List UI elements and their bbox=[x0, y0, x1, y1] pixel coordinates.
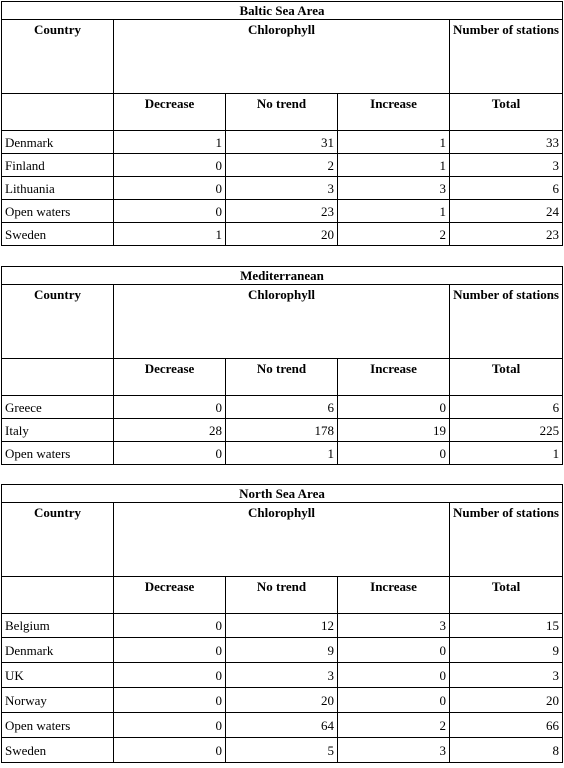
table-row bbox=[2, 713, 563, 738]
total-cell: 3 bbox=[450, 154, 563, 177]
no-trend-cell: 1 bbox=[226, 442, 338, 465]
increase-cell: 3 bbox=[338, 738, 450, 763]
increase-cell: 2 bbox=[338, 713, 450, 738]
decrease-cell: 0 bbox=[114, 442, 226, 465]
total-cell: 3 bbox=[450, 663, 563, 688]
increase-cell: 19 bbox=[338, 419, 450, 442]
table-title: Baltic Sea Area bbox=[2, 2, 563, 20]
decrease-cell: 0 bbox=[114, 177, 226, 200]
country-cell: Norway bbox=[2, 688, 114, 713]
increase-cell: 0 bbox=[338, 396, 450, 419]
country-cell: Denmark bbox=[2, 638, 114, 663]
stations-header: Number of stations bbox=[450, 503, 563, 577]
country-cell: Sweden bbox=[2, 738, 114, 763]
blank-cell bbox=[2, 94, 114, 131]
stations-header: Number of stations bbox=[450, 20, 563, 94]
decrease-cell: 1 bbox=[114, 131, 226, 154]
no-trend-cell: 3 bbox=[226, 663, 338, 688]
table-row bbox=[2, 131, 563, 154]
table-row bbox=[2, 419, 563, 442]
blank-cell bbox=[2, 577, 114, 614]
table-row bbox=[2, 663, 563, 688]
increase-cell: 1 bbox=[338, 131, 450, 154]
total-cell: 9 bbox=[450, 638, 563, 663]
increase-cell: 0 bbox=[338, 638, 450, 663]
country-cell: Open waters bbox=[2, 713, 114, 738]
mediterranean-table bbox=[1, 266, 563, 465]
chlorophyll-header: Chlorophyll bbox=[114, 285, 450, 359]
decrease-cell: 28 bbox=[114, 419, 226, 442]
country-cell: Open waters bbox=[2, 200, 114, 223]
decrease-header: Decrease bbox=[114, 359, 226, 396]
no-trend-cell: 20 bbox=[226, 688, 338, 713]
decrease-cell: 0 bbox=[114, 638, 226, 663]
decrease-header: Decrease bbox=[114, 577, 226, 614]
decrease-cell: 0 bbox=[114, 200, 226, 223]
country-cell: Lithuania bbox=[2, 177, 114, 200]
decrease-header: Decrease bbox=[114, 94, 226, 131]
blank-cell bbox=[2, 359, 114, 396]
table-row bbox=[2, 614, 563, 638]
country-cell: Open waters bbox=[2, 442, 114, 465]
table-row bbox=[2, 442, 563, 465]
increase-cell: 0 bbox=[338, 663, 450, 688]
table-row bbox=[2, 200, 563, 223]
no-trend-header: No trend bbox=[226, 94, 338, 131]
no-trend-cell: 64 bbox=[226, 713, 338, 738]
total-cell: 1 bbox=[450, 442, 563, 465]
no-trend-cell: 2 bbox=[226, 154, 338, 177]
decrease-cell: 0 bbox=[114, 396, 226, 419]
increase-cell: 3 bbox=[338, 177, 450, 200]
no-trend-cell: 5 bbox=[226, 738, 338, 763]
country-cell: Finland bbox=[2, 154, 114, 177]
no-trend-cell: 9 bbox=[226, 638, 338, 663]
total-cell: 6 bbox=[450, 177, 563, 200]
no-trend-cell: 178 bbox=[226, 419, 338, 442]
table-row bbox=[2, 738, 563, 763]
no-trend-cell: 20 bbox=[226, 223, 338, 246]
country-header: Country bbox=[2, 20, 114, 94]
decrease-cell: 0 bbox=[114, 154, 226, 177]
increase-cell: 1 bbox=[338, 154, 450, 177]
total-cell: 66 bbox=[450, 713, 563, 738]
table-row bbox=[2, 396, 563, 419]
chlorophyll-header: Chlorophyll bbox=[114, 503, 450, 577]
country-cell: Italy bbox=[2, 419, 114, 442]
increase-header: Increase bbox=[338, 94, 450, 131]
decrease-cell: 0 bbox=[114, 614, 226, 638]
table-row bbox=[2, 223, 563, 246]
north-sea-table bbox=[1, 484, 563, 763]
no-trend-cell: 3 bbox=[226, 177, 338, 200]
country-cell: Belgium bbox=[2, 614, 114, 638]
increase-header: Increase bbox=[338, 359, 450, 396]
no-trend-cell: 12 bbox=[226, 614, 338, 638]
total-cell: 6 bbox=[450, 396, 563, 419]
total-header: Total bbox=[450, 94, 563, 131]
chlorophyll-header: Chlorophyll bbox=[114, 20, 450, 94]
no-trend-cell: 6 bbox=[226, 396, 338, 419]
country-cell: Denmark bbox=[2, 131, 114, 154]
country-header: Country bbox=[2, 285, 114, 359]
total-cell: 23 bbox=[450, 223, 563, 246]
decrease-cell: 0 bbox=[114, 713, 226, 738]
no-trend-header: No trend bbox=[226, 359, 338, 396]
country-cell: Sweden bbox=[2, 223, 114, 246]
table-row bbox=[2, 177, 563, 200]
country-cell: Greece bbox=[2, 396, 114, 419]
country-cell: UK bbox=[2, 663, 114, 688]
increase-cell: 0 bbox=[338, 442, 450, 465]
decrease-cell: 1 bbox=[114, 223, 226, 246]
baltic-sea-table bbox=[1, 1, 563, 246]
decrease-cell: 0 bbox=[114, 663, 226, 688]
no-trend-cell: 31 bbox=[226, 131, 338, 154]
decrease-cell: 0 bbox=[114, 688, 226, 713]
total-header: Total bbox=[450, 359, 563, 396]
total-header: Total bbox=[450, 577, 563, 614]
table-title: North Sea Area bbox=[2, 485, 563, 503]
table-row bbox=[2, 154, 563, 177]
increase-cell: 0 bbox=[338, 688, 450, 713]
increase-cell: 1 bbox=[338, 200, 450, 223]
total-cell: 24 bbox=[450, 200, 563, 223]
total-cell: 225 bbox=[450, 419, 563, 442]
increase-header: Increase bbox=[338, 577, 450, 614]
increase-cell: 2 bbox=[338, 223, 450, 246]
no-trend-header: No trend bbox=[226, 577, 338, 614]
country-header: Country bbox=[2, 503, 114, 577]
total-cell: 8 bbox=[450, 738, 563, 763]
decrease-cell: 0 bbox=[114, 738, 226, 763]
no-trend-cell: 23 bbox=[226, 200, 338, 223]
table-title: Mediterranean bbox=[2, 267, 563, 285]
table-row bbox=[2, 638, 563, 663]
increase-cell: 3 bbox=[338, 614, 450, 638]
total-cell: 33 bbox=[450, 131, 563, 154]
total-cell: 20 bbox=[450, 688, 563, 713]
table-row bbox=[2, 688, 563, 713]
total-cell: 15 bbox=[450, 614, 563, 638]
stations-header: Number of stations bbox=[450, 285, 563, 359]
